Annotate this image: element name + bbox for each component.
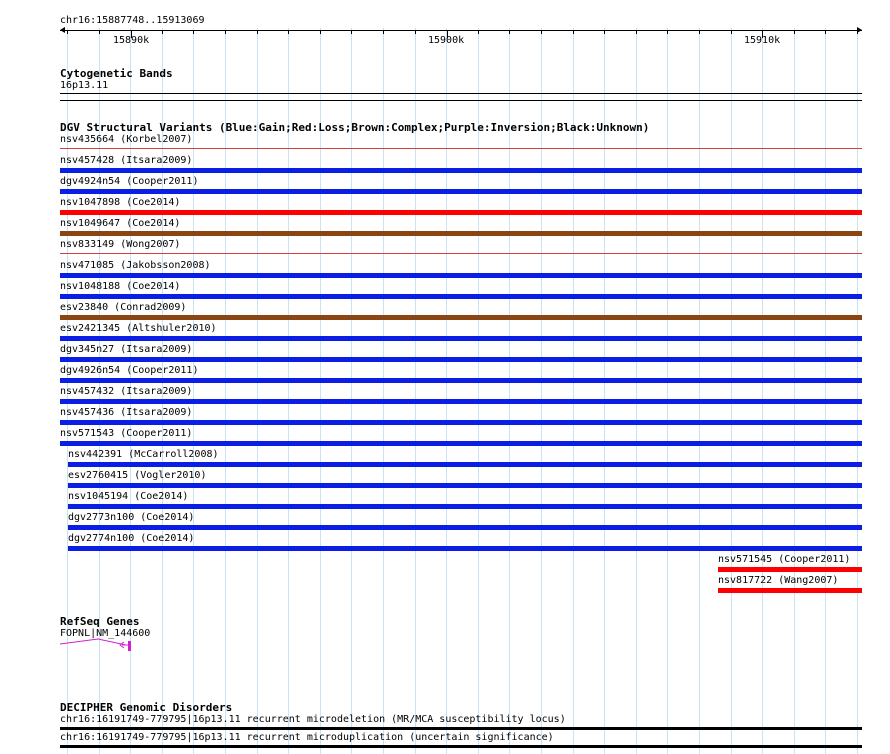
decipher-feature-label[interactable]: chr16:16191749-779795|16p13.11 recurrent microdeletion (MR/MCA susceptibility locus) bbox=[60, 714, 566, 725]
ruler-minor-tick bbox=[604, 30, 605, 34]
grid-line bbox=[762, 28, 763, 754]
grid-line bbox=[604, 28, 605, 754]
dgv-feature-label[interactable]: dgv4924n54 (Cooper2011) bbox=[60, 176, 199, 187]
grid-line bbox=[731, 28, 732, 754]
dgv-feature-bar-loss[interactable] bbox=[60, 148, 862, 149]
gene-label[interactable]: FOPNL|NM_144600 bbox=[60, 628, 151, 639]
gene-model[interactable] bbox=[58, 638, 138, 654]
scroll-left-arrow-icon[interactable] bbox=[60, 27, 65, 33]
dgv-title: DGV Structural Variants (Blue:Gain;Red:Loss;Brown:Complex;Purple:Inversion;Black:Unknown) bbox=[60, 121, 650, 134]
dgv-feature-bar-gain[interactable] bbox=[68, 525, 862, 530]
grid-line bbox=[415, 28, 416, 754]
dgv-feature-label[interactable]: esv23840 (Conrad2009) bbox=[60, 302, 187, 313]
ruler-minor-tick bbox=[351, 30, 352, 34]
dgv-feature-bar-gain[interactable] bbox=[60, 420, 862, 425]
cytogenetic-title: Cytogenetic Bands bbox=[60, 67, 173, 80]
dgv-feature-label[interactable]: nsv457432 (Itsara2009) bbox=[60, 386, 193, 397]
ruler-minor-tick bbox=[162, 30, 163, 34]
dgv-feature-label[interactable]: nsv435664 (Korbel2007) bbox=[60, 134, 193, 145]
dgv-feature-label[interactable]: nsv1047898 (Coe2014) bbox=[60, 197, 181, 208]
ruler-minor-tick bbox=[415, 30, 416, 34]
grid-line bbox=[699, 28, 700, 754]
dgv-feature-label[interactable]: nsv457436 (Itsara2009) bbox=[60, 407, 193, 418]
ruler-minor-tick bbox=[857, 30, 858, 34]
ruler-minor-tick bbox=[478, 30, 479, 34]
dgv-feature-label[interactable]: nsv571545 (Cooper2011) bbox=[718, 554, 851, 565]
dgv-feature-bar-gain[interactable] bbox=[60, 273, 862, 278]
dgv-feature-label[interactable]: dgv345n27 (Itsara2009) bbox=[60, 344, 193, 355]
dgv-feature-bar-complex[interactable] bbox=[60, 315, 862, 320]
grid-line bbox=[573, 28, 574, 754]
dgv-feature-bar-gain[interactable] bbox=[60, 441, 862, 446]
ruler-minor-tick bbox=[825, 30, 826, 34]
grid-line bbox=[667, 28, 668, 754]
grid-line bbox=[857, 28, 858, 754]
dgv-feature-label[interactable]: nsv442391 (McCarroll2008) bbox=[68, 449, 219, 460]
dgv-feature-bar-loss[interactable] bbox=[718, 588, 862, 593]
grid-line bbox=[478, 28, 479, 754]
ruler-minor-tick bbox=[225, 30, 226, 34]
dgv-feature-bar-loss[interactable] bbox=[60, 253, 862, 254]
dgv-feature-bar-gain[interactable] bbox=[68, 462, 862, 467]
dgv-feature-label[interactable]: esv2421345 (Altshuler2010) bbox=[60, 323, 217, 334]
dgv-feature-label[interactable]: nsv471085 (Jakobsson2008) bbox=[60, 260, 211, 271]
ruler-minor-tick bbox=[573, 30, 574, 34]
decipher-feature-bar[interactable] bbox=[60, 727, 862, 730]
grid-line bbox=[225, 28, 226, 754]
dgv-feature-label[interactable]: nsv571543 (Cooper2011) bbox=[60, 428, 193, 439]
ruler-minor-tick bbox=[67, 30, 68, 34]
grid-line bbox=[825, 28, 826, 754]
grid-line bbox=[320, 28, 321, 754]
grid-line bbox=[541, 28, 542, 754]
tick-label-15900k: 15900k bbox=[428, 35, 465, 46]
decipher-feature-bar[interactable] bbox=[60, 745, 862, 748]
dgv-feature-bar-gain[interactable] bbox=[60, 336, 862, 341]
dgv-feature-label[interactable]: nsv833149 (Wong2007) bbox=[60, 239, 181, 250]
refseq-title: RefSeq Genes bbox=[60, 615, 140, 628]
ruler-minor-tick bbox=[383, 30, 384, 34]
dgv-feature-bar-complex[interactable] bbox=[60, 231, 862, 236]
dgv-feature-label[interactable]: dgv2774n100 (Coe2014) bbox=[68, 533, 195, 544]
dgv-feature-label[interactable]: nsv457428 (Itsara2009) bbox=[60, 155, 193, 166]
ruler-minor-tick bbox=[257, 30, 258, 34]
dgv-feature-bar-gain[interactable] bbox=[60, 357, 862, 362]
dgv-feature-label[interactable]: dgv2773n100 (Coe2014) bbox=[68, 512, 195, 523]
dgv-feature-bar-gain[interactable] bbox=[60, 189, 862, 194]
tick-label-15910k: 15910k bbox=[744, 35, 781, 46]
ruler-minor-tick bbox=[794, 30, 795, 34]
dgv-feature-bar-gain[interactable] bbox=[60, 168, 862, 173]
grid-line bbox=[288, 28, 289, 754]
grid-line bbox=[351, 28, 352, 754]
ruler-minor-tick bbox=[509, 30, 510, 34]
ruler-minor-tick bbox=[193, 30, 194, 34]
dgv-feature-bar-loss[interactable] bbox=[718, 567, 862, 572]
dgv-feature-label[interactable]: nsv817722 (Wang2007) bbox=[718, 575, 839, 586]
ruler-minor-tick bbox=[636, 30, 637, 34]
ruler-minor-tick bbox=[99, 30, 100, 34]
decipher-feature-label[interactable]: chr16:16191749-779795|16p13.11 recurrent microduplication (uncertain significance) bbox=[60, 732, 554, 743]
dgv-feature-bar-gain[interactable] bbox=[60, 294, 862, 299]
cytoband-label[interactable]: 16p13.11 bbox=[60, 80, 109, 91]
ruler-minor-tick bbox=[667, 30, 668, 34]
dgv-feature-bar-gain[interactable] bbox=[68, 483, 862, 488]
dgv-feature-label[interactable]: nsv1049647 (Coe2014) bbox=[60, 218, 181, 229]
dgv-feature-bar-gain[interactable] bbox=[60, 378, 862, 383]
decipher-title: DECIPHER Genomic Disorders bbox=[60, 701, 233, 714]
ruler-minor-tick bbox=[320, 30, 321, 34]
grid-line bbox=[636, 28, 637, 754]
grid-line bbox=[193, 28, 194, 754]
ruler-axis bbox=[60, 30, 862, 31]
grid-line bbox=[383, 28, 384, 754]
cytoband-bar[interactable] bbox=[60, 93, 862, 94]
cytoband-outline bbox=[60, 100, 862, 101]
dgv-feature-bar-gain[interactable] bbox=[60, 399, 862, 404]
dgv-feature-label[interactable]: esv2760415 (Vogler2010) bbox=[68, 470, 207, 481]
dgv-feature-label[interactable]: nsv1048188 (Coe2014) bbox=[60, 281, 181, 292]
dgv-feature-label[interactable]: dgv4926n54 (Cooper2011) bbox=[60, 365, 199, 376]
ruler-minor-tick bbox=[288, 30, 289, 34]
ruler-minor-tick bbox=[731, 30, 732, 34]
grid-line bbox=[257, 28, 258, 754]
grid-line bbox=[509, 28, 510, 754]
location-label: chr16:15887748..15913069 bbox=[60, 15, 205, 26]
dgv-feature-bar-gain[interactable] bbox=[68, 504, 862, 509]
grid-line bbox=[446, 28, 447, 754]
ruler-minor-tick bbox=[541, 30, 542, 34]
dgv-feature-bar-loss[interactable] bbox=[60, 210, 862, 215]
grid-line bbox=[794, 28, 795, 754]
dgv-feature-label[interactable]: nsv1045194 (Coe2014) bbox=[68, 491, 189, 502]
tick-label-15890k: 15890k bbox=[113, 35, 150, 46]
dgv-feature-bar-gain[interactable] bbox=[68, 546, 862, 551]
ruler-minor-tick bbox=[699, 30, 700, 34]
